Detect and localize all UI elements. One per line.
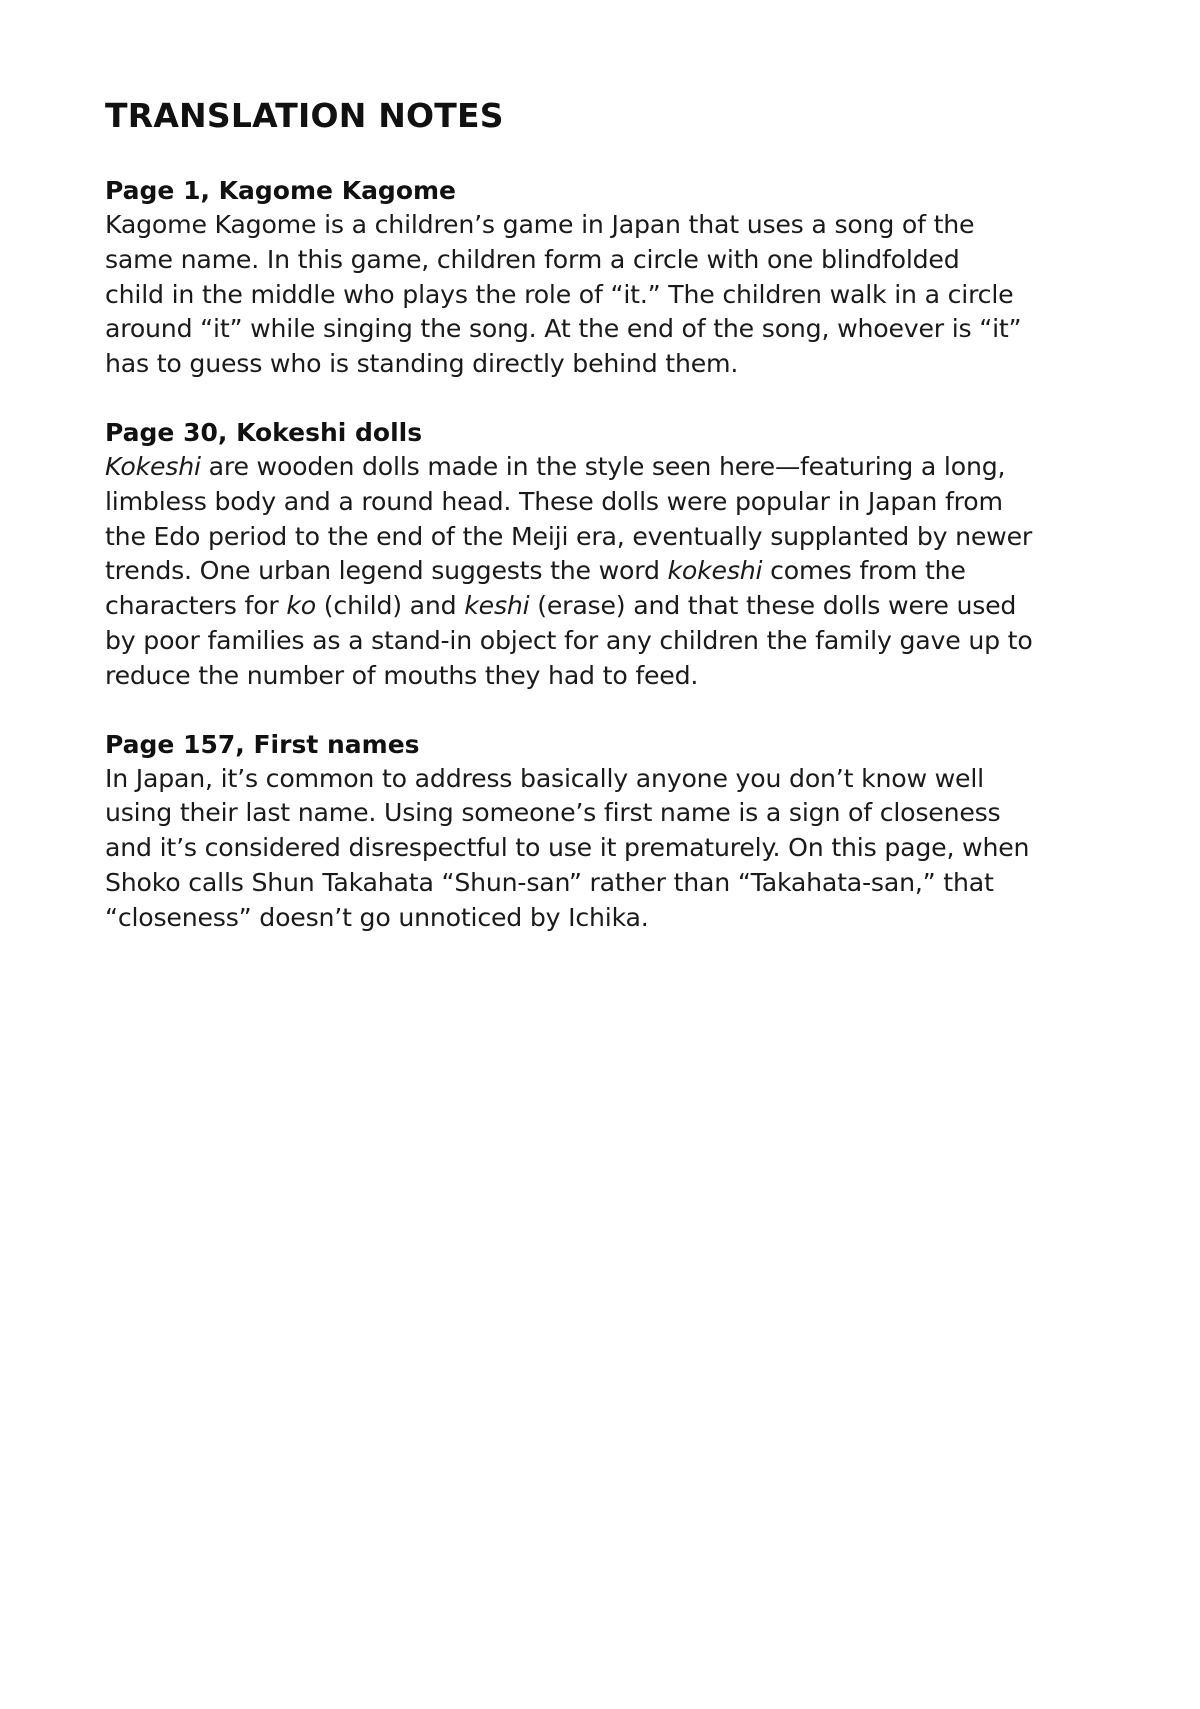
text-run: using their last name. Using someone’s first name is a sign of closeness [105, 798, 1001, 828]
text-run: Shoko calls Shun Takahata “Shun-san” rather than “Takahata-san,” that [105, 867, 994, 897]
note-body [105, 450, 1115, 694]
text-run: are wooden dolls made in the style seen here—featuring a long, [200, 451, 1006, 481]
note-line [105, 243, 1115, 278]
text-run: (child) and [316, 591, 465, 621]
text-run: has to guess who is standing directly behind them. [105, 349, 739, 379]
text-run: same name. In this game, children form a circle with one blindfolded [105, 244, 960, 274]
note-heading: Page 30, Kokeshi dolls [105, 417, 423, 447]
text-run: “closeness” doesn’t go unnoticed by Ichika. [105, 902, 649, 932]
note-section [105, 174, 1115, 382]
italic-term: keshi [464, 591, 530, 621]
note-line [105, 347, 1115, 382]
note-section [105, 416, 1115, 694]
notes-list [105, 174, 1115, 936]
document-page [105, 96, 1115, 970]
text-run: (erase) and that these dolls were used [529, 591, 1017, 621]
text-run: Kagome Kagome is a children’s game in Japan that uses a song of the [105, 210, 975, 239]
text-run: In Japan, it’s common to address basically anyone you don’t know well [105, 763, 984, 793]
text-run: around “it” while singing the song. At the end of the song, whoever is “it” [105, 314, 1022, 344]
text-run: the Edo period to the end of the Meiji era, eventually supplanted by newer [105, 521, 1033, 551]
italic-term: kokeshi [667, 556, 763, 586]
note-line [105, 589, 1115, 624]
note-line [105, 831, 1115, 866]
text-run: and it’s considered disrespectful to use it prematurely. On this page, when [105, 833, 1030, 863]
page-title: TRANSLATION NOTES [105, 96, 504, 135]
note-line [105, 278, 1115, 313]
note-line [105, 520, 1115, 555]
text-run: by poor families as a stand-in object for any children the family gave up to [105, 625, 1033, 655]
note-line [105, 624, 1115, 659]
text-run: limbless body and a round head. These dolls were popular in Japan from [105, 486, 1003, 516]
text-run: child in the middle who plays the role of “it.” The children walk in a circle [105, 279, 1014, 309]
note-line [105, 659, 1115, 694]
note-body [105, 208, 1115, 382]
note-line [105, 554, 1115, 589]
text-run: trends. One urban legend suggests the word [105, 556, 668, 586]
note-section [105, 728, 1115, 936]
note-line [105, 762, 1115, 797]
note-line [105, 796, 1115, 831]
note-line [105, 450, 1115, 485]
note-body [105, 762, 1115, 936]
note-line [105, 485, 1115, 520]
text-run: comes from the [762, 556, 966, 586]
note-line [105, 312, 1115, 347]
italic-term: Kokeshi [105, 451, 201, 481]
text-run: characters for [105, 591, 287, 621]
italic-term: ko [286, 591, 316, 621]
note-heading: Page 1, Kagome Kagome [105, 176, 457, 205]
note-line [105, 208, 1115, 243]
note-line [105, 866, 1115, 901]
text-run: reduce the number of mouths they had to feed. [105, 660, 699, 690]
note-heading: Page 157, First names [105, 729, 420, 759]
note-line [105, 901, 1115, 936]
